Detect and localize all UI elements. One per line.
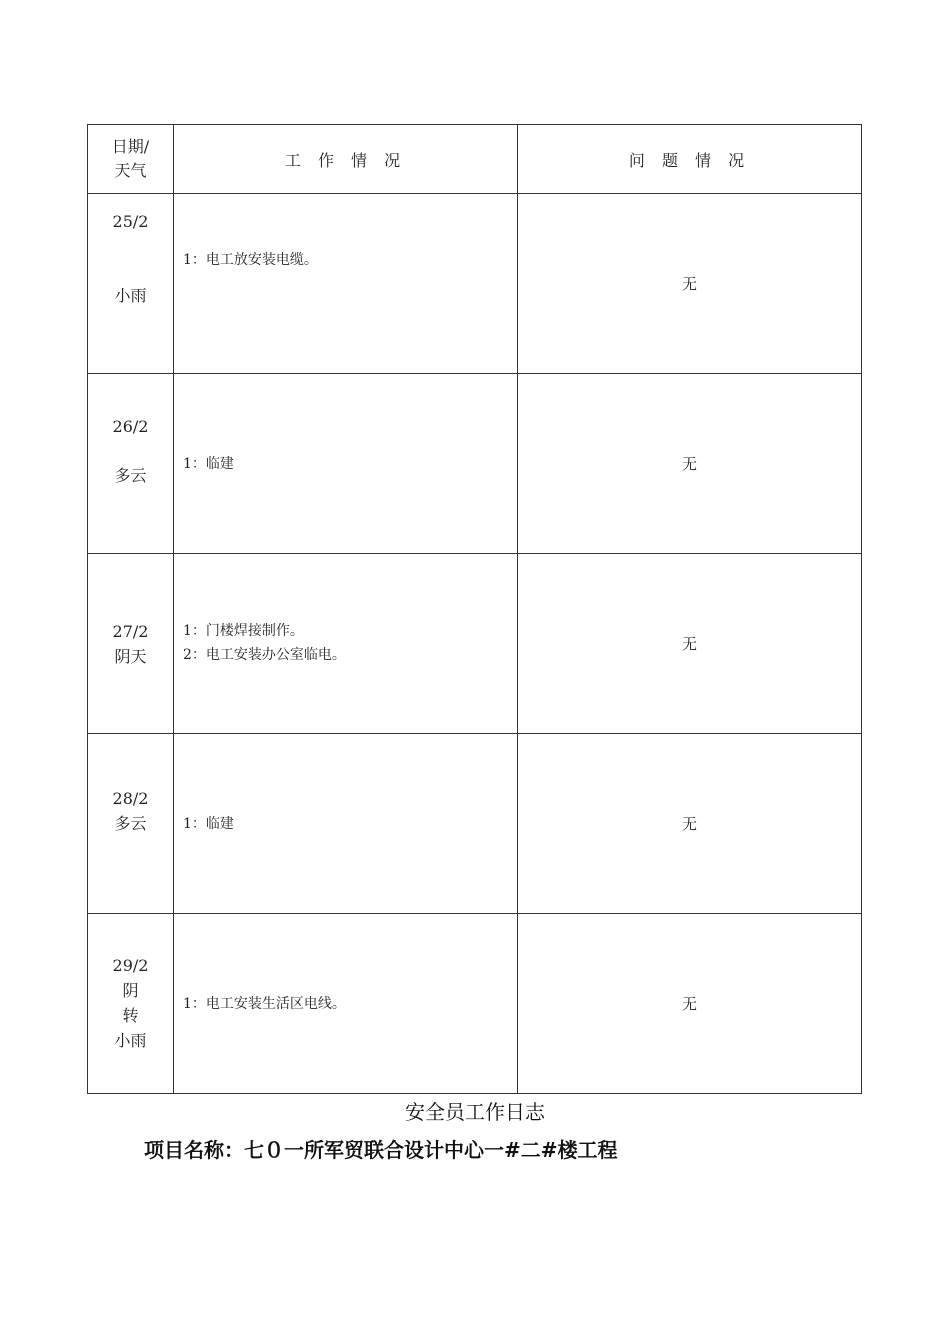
- date-weather-cell: [88, 734, 174, 914]
- work-item: 1：临建: [183, 816, 234, 832]
- work-log-table: [87, 124, 862, 1094]
- issue-cell: 无: [518, 734, 862, 914]
- row-weather: 小雨: [114, 286, 147, 305]
- issue-cell: 无: [518, 554, 862, 734]
- table-row: [88, 554, 862, 734]
- row-weather: 多云: [114, 814, 147, 833]
- row-date: 28/2: [112, 789, 149, 808]
- row-date: 27/2: [112, 622, 149, 641]
- work-cell: [174, 914, 518, 1094]
- row-date: 26/2: [112, 417, 149, 436]
- date-weather-cell: [88, 374, 174, 554]
- row-weather: 多云: [114, 466, 147, 485]
- project-name: 项目名称：七０一所军贸联合设计中心一#二#楼工程: [144, 1138, 618, 1162]
- table-row: [88, 374, 862, 554]
- issue-cell: 无: [518, 194, 862, 374]
- row-date: 25/2: [112, 212, 149, 231]
- table-row: [88, 734, 862, 914]
- table-row: [88, 914, 862, 1094]
- work-item: 1：电工放安装电缆。: [183, 252, 318, 268]
- header-work: 工 作 情 况: [174, 125, 518, 194]
- date-weather-cell: [88, 554, 174, 734]
- issue-cell: 无: [518, 914, 862, 1094]
- work-item: 1：电工安装生活区电线。: [183, 996, 346, 1012]
- row-weather: 小雨: [114, 1031, 147, 1050]
- log-title: 安全员工作日志: [405, 1100, 545, 1124]
- date-weather-cell: [88, 194, 174, 374]
- table-header-row: [88, 125, 862, 194]
- work-cell: [174, 734, 518, 914]
- header-date-weather: [88, 125, 174, 194]
- header-weather-label: 天气: [114, 161, 147, 180]
- header-issues: 问 题 情 况: [518, 125, 862, 194]
- work-cell: [174, 194, 518, 374]
- issue-cell: 无: [518, 374, 862, 554]
- work-cell: [174, 374, 518, 554]
- row-date: 29/2: [112, 956, 149, 975]
- row-weather: 阴: [122, 981, 139, 1000]
- work-item: 1：临建: [183, 456, 234, 472]
- work-item: 2：电工安装办公室临电。: [183, 647, 346, 663]
- work-item: 1：门楼焊接制作。: [183, 623, 304, 639]
- date-weather-cell: [88, 914, 174, 1094]
- row-weather: 转: [122, 1006, 139, 1025]
- work-cell: [174, 554, 518, 734]
- header-date-label: 日期/: [111, 137, 150, 156]
- row-weather: 阴天: [114, 647, 147, 666]
- table-row: [88, 194, 862, 374]
